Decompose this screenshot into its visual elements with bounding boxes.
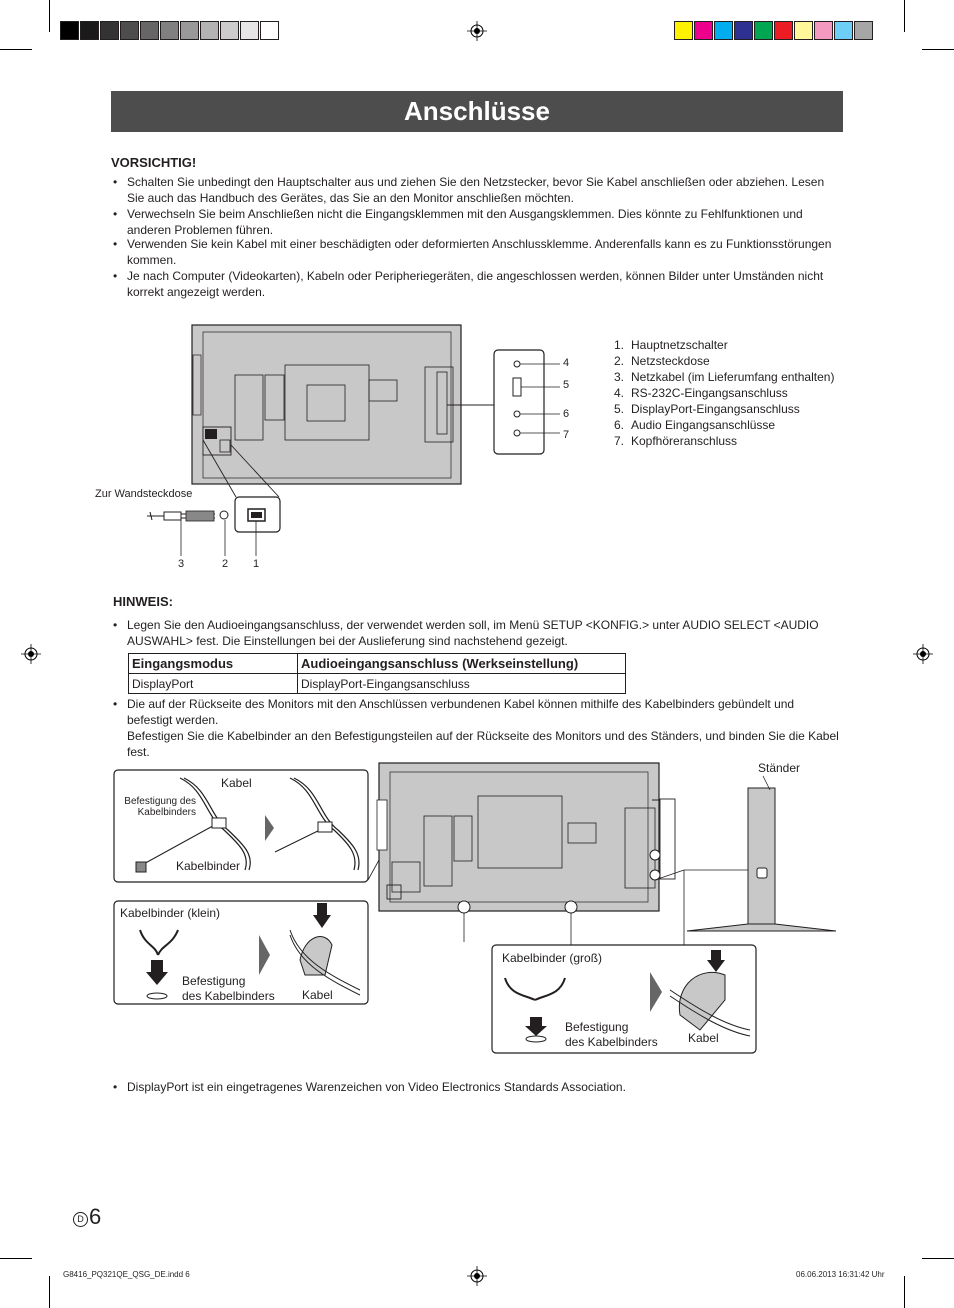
gray-swatch <box>200 21 219 40</box>
caution-heading: VORSICHTIG! <box>111 155 197 170</box>
legend-number: 6. <box>614 418 625 432</box>
label-befestigung-klein <box>182 974 275 1004</box>
footer-timestamp: 06.06.2013 16:31:42 Uhr <box>796 1270 885 1279</box>
outlet-label: Zur Wandsteckdose <box>95 488 193 500</box>
label-line: Befestigung <box>565 1020 629 1034</box>
label-befestigung <box>118 796 196 818</box>
gray-swatch <box>80 21 99 40</box>
label-kabel: Kabel <box>221 776 252 790</box>
table-header: Audioeingangsanschluss (Werkseinstellung) <box>298 654 626 674</box>
color-swatch <box>734 21 753 40</box>
gray-swatch <box>240 21 259 40</box>
legend-text: Hauptnetzschalter <box>631 338 728 352</box>
legend-text: Audio Eingangsanschlüsse <box>631 418 776 432</box>
callout-4: 4 <box>563 357 570 369</box>
legend-text: DisplayPort-Eingangsanschluss <box>631 402 800 416</box>
label-kabel-gross: Kabel <box>688 1031 719 1045</box>
gray-swatch <box>180 21 199 40</box>
gray-swatch <box>160 21 179 40</box>
color-swatch <box>854 21 873 40</box>
label-kabelbinder-klein: Kabelbinder (klein) <box>120 906 221 920</box>
page-title: Anschlüsse <box>111 91 843 132</box>
legend-number: 3. <box>614 370 625 384</box>
color-swatch <box>754 21 773 40</box>
footer-filename: G8416_PQ321QE_QSG_DE.indd 6 <box>63 1270 190 1279</box>
legend-number: 7. <box>614 434 625 448</box>
gray-swatch <box>120 21 139 40</box>
label-line: Kabelbinders <box>137 807 196 818</box>
gray-swatch <box>220 21 239 40</box>
label-line: des Kabelbinders <box>565 1035 658 1049</box>
label-kabel-klein: Kabel <box>302 988 333 1002</box>
callout-7: 7 <box>563 429 570 441</box>
label-kabelbinder-gross: Kabelbinder (groß) <box>502 951 603 965</box>
note-heading: HINWEIS: <box>113 594 173 609</box>
color-swatch <box>694 21 713 40</box>
table-header: Eingangsmodus <box>129 654 298 674</box>
note-item-text: Befestigen Sie die Kabelbinder an den Befestigungsteilen auf der Rückseite des Monitors und des Ständers, und binden Sie die Kabel fest. <box>127 729 839 759</box>
gray-swatch <box>140 21 159 40</box>
registration-mark-left <box>21 644 41 664</box>
legend-text: RS-232C-Eingangsanschluss <box>631 386 788 400</box>
note-item-text: Die auf der Rückseite des Monitors mit den Anschlüssen verbundenen Kabel können mithilfe des Kabelbinders gebündelt und befestigt werden. <box>127 697 795 727</box>
registration-mark-right <box>913 644 933 664</box>
legend-item <box>614 417 775 433</box>
gray-swatch <box>60 21 79 40</box>
legend-number: 5. <box>614 402 625 416</box>
page-number: 6 <box>89 1204 102 1229</box>
registration-mark-bottom <box>467 1266 487 1286</box>
table-cell: DisplayPort-Eingangsanschluss <box>298 674 626 694</box>
language-badge: D <box>73 1212 88 1227</box>
legend-item <box>614 433 737 449</box>
label-line: Befestigung des <box>124 796 196 807</box>
color-swatch <box>834 21 853 40</box>
callout-6: 6 <box>563 408 570 420</box>
registration-mark-top <box>467 21 487 41</box>
table-row <box>129 674 626 694</box>
legend-number: 1. <box>614 338 625 352</box>
legend-item <box>614 401 800 417</box>
color-swatch <box>814 21 833 40</box>
color-swatch <box>674 21 693 40</box>
callout-3: 3 <box>178 558 185 570</box>
color-swatch <box>714 21 733 40</box>
legend-item <box>614 353 710 369</box>
legend-text: Kopfhöreranschluss <box>631 434 738 448</box>
callout-1: 1 <box>253 558 260 570</box>
color-swatch <box>794 21 813 40</box>
label-line: des Kabelbinders <box>182 989 275 1003</box>
gray-swatch <box>260 21 279 40</box>
gray-swatch <box>100 21 119 40</box>
callout-2: 2 <box>222 558 229 570</box>
label-befestigung-gross <box>565 1020 658 1050</box>
legend-item <box>614 337 728 353</box>
legend-item <box>614 369 834 385</box>
table-cell: DisplayPort <box>129 674 298 694</box>
label-kabelbinder: Kabelbinder <box>176 859 241 873</box>
label-staender: Ständer <box>758 761 801 775</box>
monitor-rear-diagram <box>0 320 954 580</box>
legend-number: 2. <box>614 354 625 368</box>
legend-item <box>614 385 788 401</box>
legend-number: 4. <box>614 386 625 400</box>
label-line: Befestigung <box>182 974 246 988</box>
callout-5: 5 <box>563 379 570 391</box>
legend-text: Netzsteckdose <box>631 354 710 368</box>
color-swatch <box>774 21 793 40</box>
audio-settings-table <box>128 653 626 694</box>
legend-text: Netzkabel (im Lieferumfang enthalten) <box>631 370 835 384</box>
